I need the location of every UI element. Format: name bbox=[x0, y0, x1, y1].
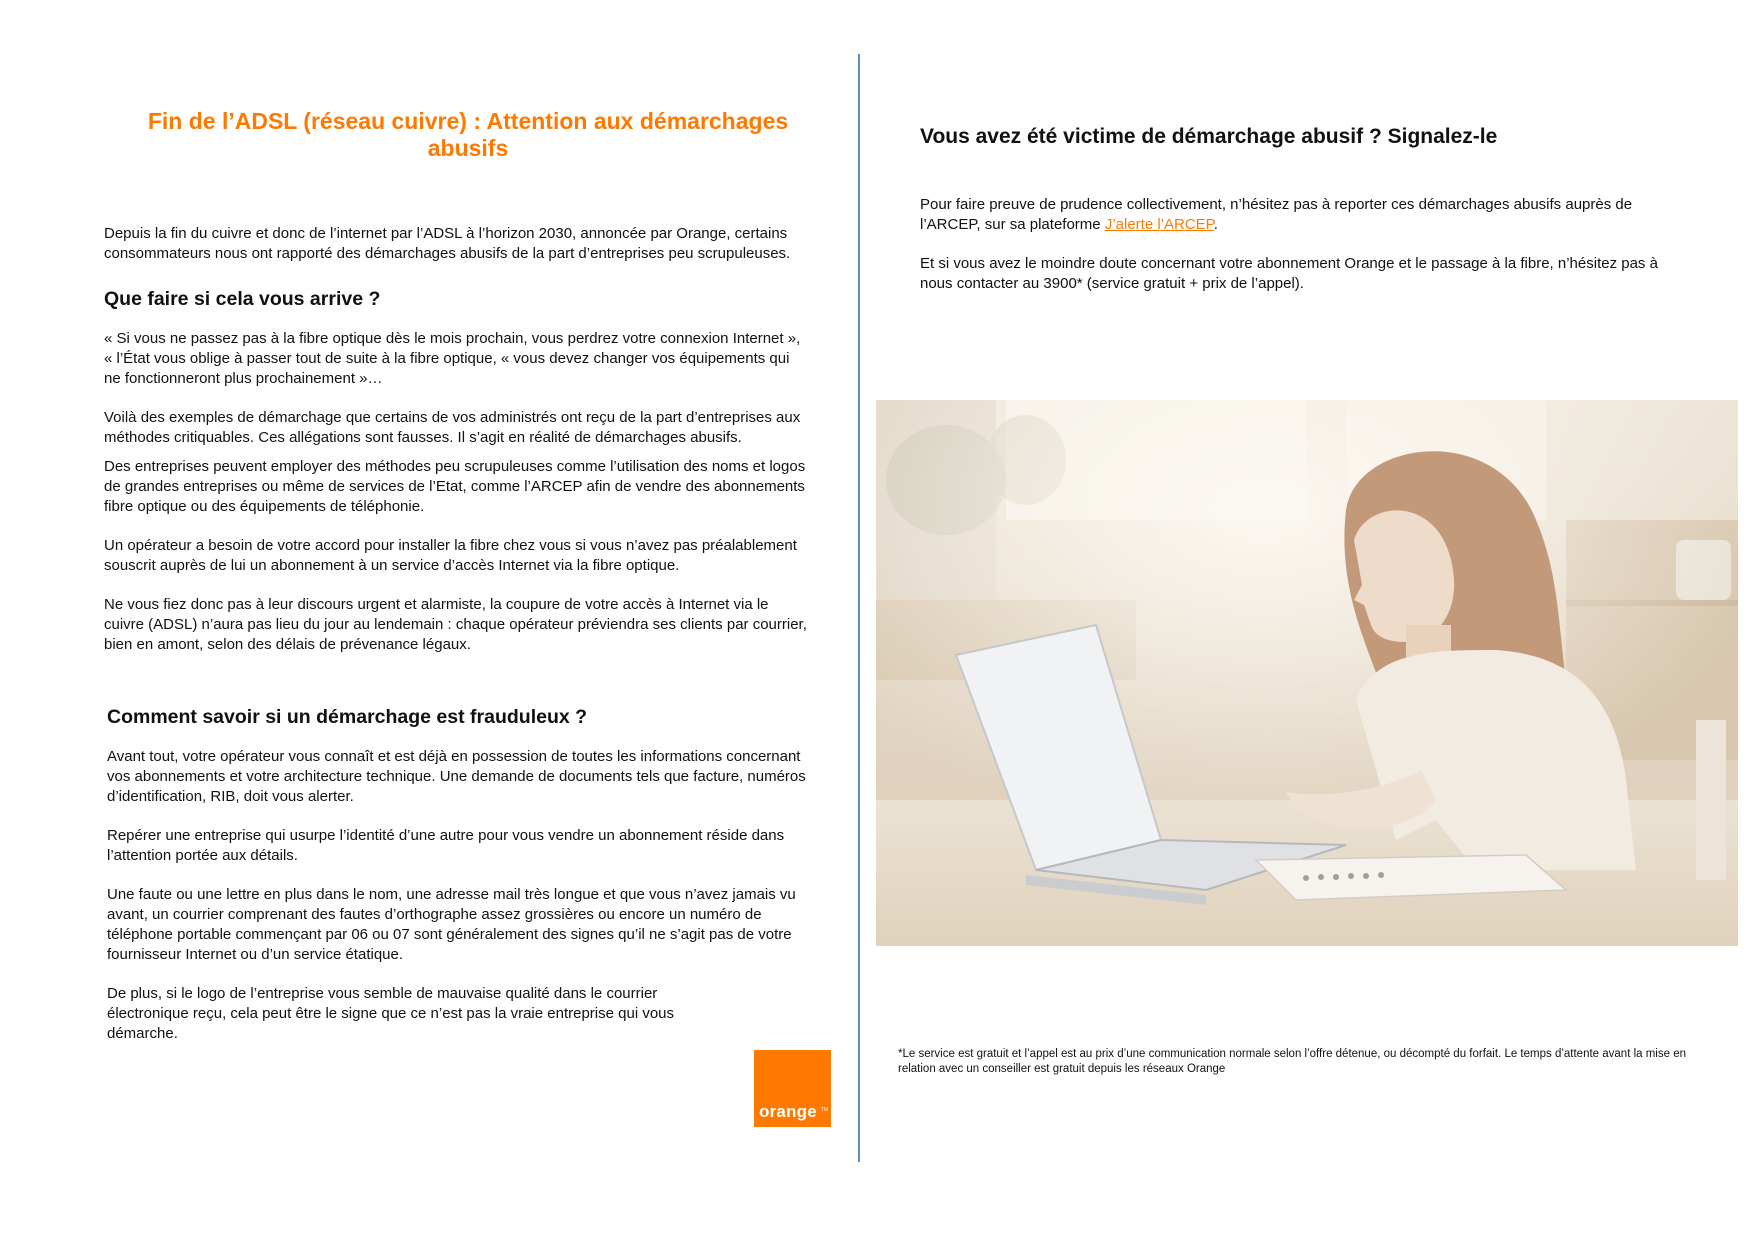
right-column bbox=[920, 124, 1680, 294]
section1-paragraph: Un opérateur a besoin de votre accord pour installer la fibre chez vous si vous n’avez pas préalablement souscrit auprès de lui un abonnement à un service d’accès Internet via la fibre optique. bbox=[104, 537, 797, 574]
report-paragraph-end: . bbox=[1213, 216, 1218, 233]
orange-logo-text: orange bbox=[759, 1102, 817, 1121]
report-heading: Vous avez été victime de démarchage abusif ? Signalez-le bbox=[920, 125, 1498, 148]
report-paragraph-text: Pour faire preuve de prudence collectivement, n’hésitez pas à reporter ces démarchages abusifs auprès de l’ARCEP, sur sa plateforme bbox=[920, 196, 1633, 233]
orange-logo-tm: TM bbox=[820, 1107, 828, 1113]
section1-paragraph: « Si vous ne passez pas à la fibre optique dès le mois prochain, vous perdrez votre connexion Internet », « l’État vous oblige à passer tout de suite à la fibre optique, « vous devez changer vos équipements qui ne fonctionneront plus prochainement »… bbox=[104, 330, 801, 387]
section1-paragraph: Ne vous fiez donc pas à leur discours urgent et alarmiste, la coupure de votre accès à Internet via le cuivre (ADSL) n’aura pas lieu du jour au lendemain : chaque opérateur préviendra ses clients par courrier, bien en amont, selon des délais de prévenance légaux. bbox=[104, 596, 807, 653]
section-heading-que-faire: Que faire si cela vous arrive ? bbox=[104, 288, 381, 310]
footnote: *Le service est gratuit et l’appel est au prix d’une communication normale selon l’offre détenue, ou décompté du forfait. Le temps d’attente avant la mise en relation avec un conseiller est gratuit depuis les réseaux Orange bbox=[898, 1048, 1686, 1075]
section-heading-frauduleux: Comment savoir si un démarchage est frauduleux ? bbox=[107, 706, 588, 728]
section2-paragraph: Avant tout, votre opérateur vous connaît et est déjà en possession de toutes les informations concernant vos abonnements et votre architecture technique. Une demande de documents tels que facture, numéros d’identification, RIB, doit vous alerter. bbox=[107, 748, 806, 805]
woman-laptop-photo bbox=[876, 400, 1738, 946]
orange-logo bbox=[754, 1050, 831, 1127]
page-title: Fin de l’ADSL (réseau cuivre) : Attention aux démarchages abusifs bbox=[147, 108, 789, 161]
intro-paragraph: Depuis la fin du cuivre et donc de l’internet par l’ADSL à l’horizon 2030, annoncée par Orange, certains consommateurs nous ont rapporté des démarchages abusifs de la part d’entreprises peu scrupuleuses. bbox=[104, 225, 791, 262]
left-column bbox=[104, 108, 808, 1044]
arcep-alert-link[interactable]: J’alerte l’ARCEP bbox=[1104, 216, 1214, 233]
section1-paragraph: Des entreprises peuvent employer des méthodes peu scrupuleuses comme l’utilisation des noms et logos de grandes entreprises ou même de services de l’Etat, comme l’ARCEP afin de vendre des abonnements fibre optique ou des équipements de téléphonie. bbox=[104, 458, 806, 515]
contact-paragraph: Et si vous avez le moindre doute concernant votre abonnement Orange et le passage à la fibre, n’hésitez pas à nous contacter au 3900* (service gratuit + prix de l’appel). bbox=[920, 255, 1658, 292]
column-divider bbox=[858, 54, 860, 1162]
report-paragraph bbox=[920, 195, 1680, 235]
section2-paragraph: Une faute ou une lettre en plus dans le nom, une adresse mail très longue et que vous n’avez jamais vu avant, un courrier comprenant des fautes d’orthographe assez grossières ou encore un numéro de téléphone portable commençant par 06 ou 07 sont généralement des signes qu’il ne s’agit pas de votre fournisseur Internet ou d’un service étatique. bbox=[107, 886, 796, 963]
section2-paragraph: Repérer une entreprise qui usurpe l’identité d’une autre pour vous vendre un abonnement réside dans l’attention portée aux détails. bbox=[107, 827, 785, 864]
section1-paragraph: Voilà des exemples de démarchage que certains de vos administrés ont reçu de la part d’entreprises aux méthodes critiquables. Ces allégations sont fausses. Il s’agit en réalité de démarchages abusifs. bbox=[104, 409, 801, 446]
section2-paragraph: De plus, si le logo de l’entreprise vous semble de mauvaise qualité dans le courrier électronique reçu, cela peut être le signe que ce n’est pas la vraie entreprise qui vous démarche. bbox=[107, 985, 675, 1042]
